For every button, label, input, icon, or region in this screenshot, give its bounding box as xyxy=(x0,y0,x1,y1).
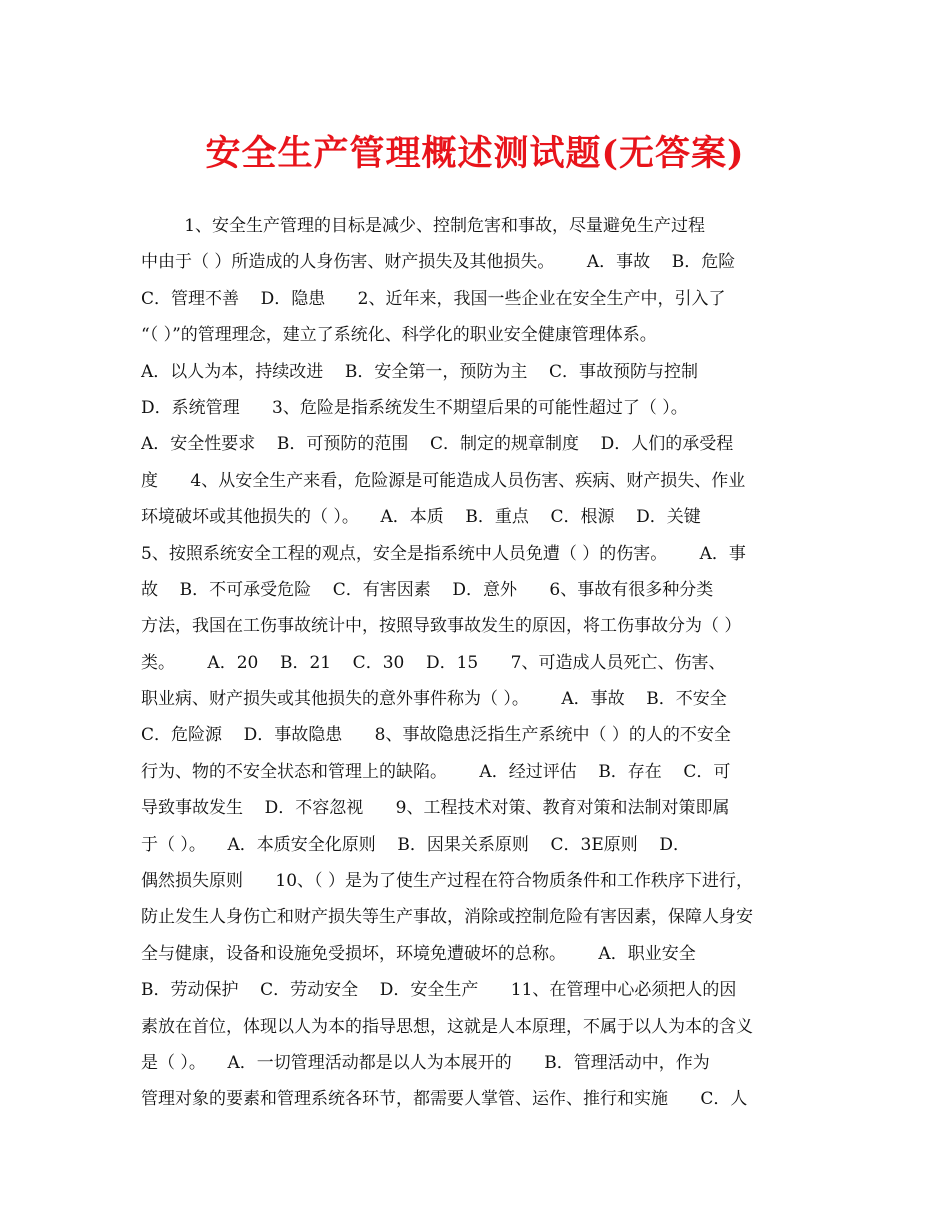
text-line: 方法，我国在工伤事故统计中，按照导致事故发生的原因，将工伤事故分为（ ） xyxy=(141,616,742,637)
text-line: 类。 A．20 B．21 C．30 D．15 7、可造成人员死亡、伤害、 xyxy=(141,652,726,673)
document-title: 安全生产管理概述测试题(无答案) xyxy=(205,133,745,174)
text-line: 防止发生人身伤亡和财产损失等生产事故，消除或控制危险有害因素，保障人身安 xyxy=(141,907,753,928)
text-line: A．以人为本，持续改进 B．安全第一，预防为主 C．事故预防与控制 xyxy=(141,361,699,382)
text-line: C．危险源 D．事故隐患 8、事故隐患泛指生产系统中（ ）的人的不安全 xyxy=(141,725,731,746)
text-line: 素放在首位，体现以人为本的指导思想，这就是人本原理，不属于以人为本的含义 xyxy=(141,1016,753,1037)
text-line: B．劳动保护 C．劳动安全 D．安全生产 11、在管理中心必须把人的因 xyxy=(141,980,737,1001)
text-line: C．管理不善 D．隐患 2、近年来，我国一些企业在安全生产中，引入了 xyxy=(141,288,726,309)
document-body xyxy=(141,208,813,1118)
text-line: 导致事故发生 D．不容忽视 9、工程技术对策、教育对策和法制对策即属 xyxy=(141,798,730,819)
text-line: A．安全性要求 B．可预防的范围 C．制定的规章制度 D．人们的承受程 xyxy=(141,434,734,455)
text-line: 故 B．不可承受危险 C．有害因素 D．意外 6、事故有很多种分类 xyxy=(141,579,714,600)
text-line: 全与健康，设备和设施免受损坏，环境免遭破坏的总称。 A．职业安全 xyxy=(141,943,696,964)
text-line: 行为、物的不安全状态和管理上的缺陷。 A．经过评估 B．存在 C．可 xyxy=(141,761,731,782)
text-line: 中由于（ ）所造成的人身伤害、财产损失及其他损失。 A．事故 B．危险 xyxy=(141,252,736,273)
text-line: 环境破坏或其他损失的（ ）。 A．本质 B．重点 C．根源 D．关键 xyxy=(141,507,701,528)
text-line: 职业病、财产损失或其他损失的意外事件称为（ ）。 A．事故 B．不安全 xyxy=(141,689,727,710)
text-line: “（ ）”的管理理念，建立了系统化、科学化的职业安全健康管理体系。 xyxy=(141,325,657,346)
text-line: 于（ ）。 A．本质安全化原则 B．因果关系原则 C．3E原则 D． xyxy=(141,834,690,855)
text-line: D．系统管理 3、危险是指系统发生不期望后果的可能性超过了（ ）。 xyxy=(141,397,688,418)
text-line: 管理对象的要素和管理系统各环节，都需要人掌管、运作、推行和实施 C．人 xyxy=(141,1089,748,1110)
text-line: 5、按照系统安全工程的观点，安全是指系统中人员免遭（ ）的伤害。 A．事 xyxy=(141,543,746,564)
text-line: 1、安全生产管理的目标是减少、控制危害和事故，尽量避免生产过程 xyxy=(141,216,706,236)
text-line: 度 4、从安全生产来看，危险源是可能造成人员伤害、疾病、财产损失、作业 xyxy=(141,470,746,491)
text-line: 是（ ）。 A．一切管理活动都是以人为本展开的 B．管理活动中，作为 xyxy=(141,1052,710,1073)
text-line: 偶然损失原则 10、（ ）是为了使生产过程在符合物质条件和工作秩序下进行， xyxy=(141,871,753,892)
